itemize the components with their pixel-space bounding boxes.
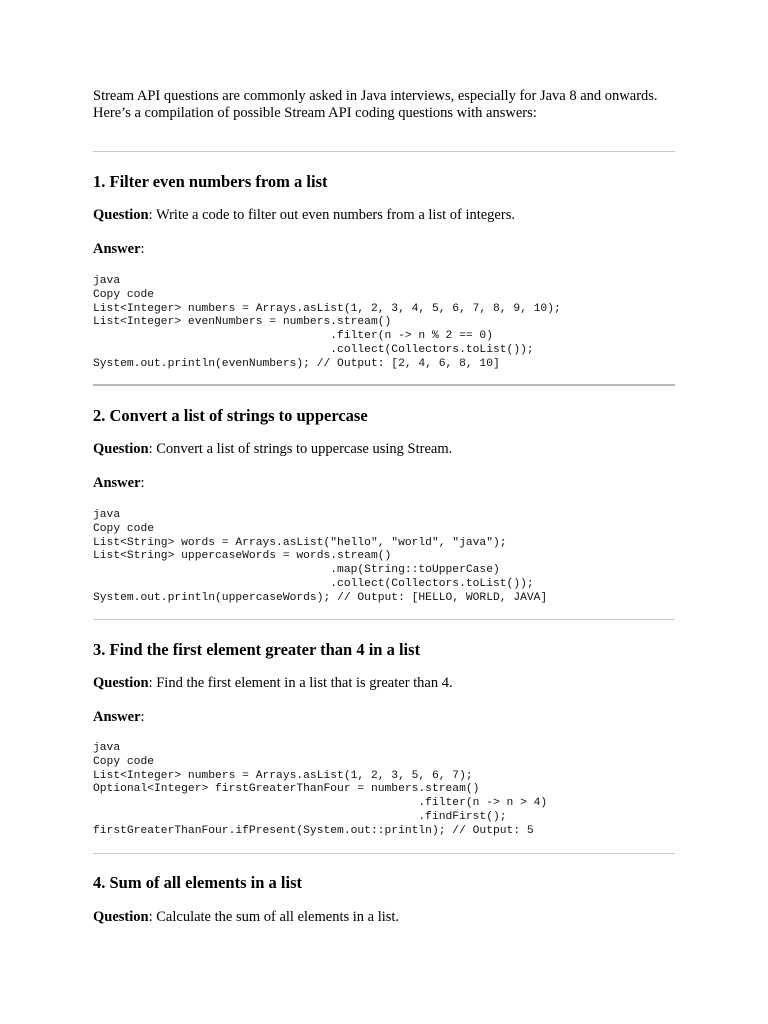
answer-colon: :: [140, 241, 145, 257]
question-label: Question: [93, 207, 149, 223]
question-text: : Calculate the sum of all elements in a list.: [148, 909, 400, 925]
answer-label: Answer: [93, 475, 141, 491]
section-2-title: 2. Convert a list of strings to uppercase: [93, 406, 368, 425]
answer-colon: :: [140, 475, 145, 491]
section-3-title: 3. Find the first element greater than 4 in a list: [93, 640, 421, 659]
section-3-question: [93, 675, 453, 692]
section-4-title: 4. Sum of all elements in a list: [93, 873, 302, 892]
question-text: : Convert a list of strings to uppercase using Stream.: [148, 441, 453, 457]
question-label: Question: [93, 441, 149, 457]
question-text: : Write a code to filter out even numbers from a list of integers.: [148, 207, 515, 223]
question-label: Question: [93, 909, 149, 925]
section-divider: [93, 619, 675, 620]
question-text: : Find the first element in a list that is greater than 4.: [148, 675, 453, 691]
section-3-code: java Copy code List<Integer> numbers = Arrays.asList(1, 2, 3, 5, 6, 7); Optional<Integer> firstGreaterThanFour = numbers.stream() .filter(n -> n > 4) .findFirst(); firstGreaterThanFour.ifPresent(System.out::println); // Output: 5: [93, 742, 548, 837]
question-label: Question: [93, 675, 149, 691]
section-2-question: [93, 441, 452, 458]
answer-colon: :: [140, 709, 145, 725]
section-divider: [93, 384, 675, 386]
section-3-answer: [93, 709, 145, 726]
section-4-question: [93, 909, 399, 926]
answer-label: Answer: [93, 241, 141, 257]
section-1-title: 1. Filter even numbers from a list: [93, 172, 328, 191]
section-1-answer: [93, 241, 145, 258]
section-2-code: java Copy code List<String> words = Arrays.asList("hello", "world", "java"); List<String> uppercaseWords = words.stream() .map(String::toUpperCase) .collect(Collectors.toList()); System.out.println(uppercaseWords); // Output: [HELLO, WORLD, JAVA]: [93, 509, 548, 604]
section-divider: [93, 853, 675, 854]
section-2-answer: [93, 475, 145, 492]
section-1-question: [93, 207, 515, 224]
section-divider: [93, 151, 675, 152]
intro-paragraph: Stream API questions are commonly asked in Java interviews, especially for Java 8 and onwards. Here’s a compilation of possible Stream API coding questions with answers:: [93, 88, 658, 121]
section-1-code: java Copy code List<Integer> numbers = Arrays.asList(1, 2, 3, 4, 5, 6, 7, 8, 9, 10); List<Integer> evenNumbers = numbers.stream() .filter(n -> n % 2 == 0) .collect(Collectors.toList()); System.out.println(evenNumbers); // Output: [2, 4, 6, 8, 10]: [93, 275, 561, 370]
answer-label: Answer: [93, 709, 141, 725]
